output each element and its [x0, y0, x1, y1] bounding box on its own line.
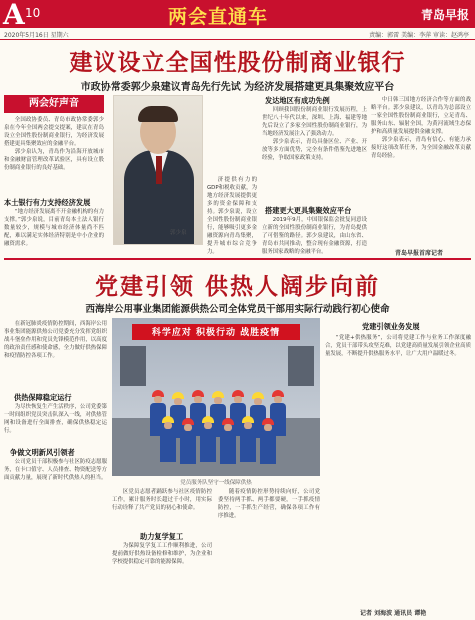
story2-subheadline: 西海岸公用事业集团能源供热公司全体党员干部用实际行动践行初心使命	[85, 304, 390, 315]
paragraph: “地方经济发展离不开金融机构的有力支撑。”郭少泉说，目前青岛本土法人银行数量较少，规模与城市经济体量尚不匹配，难以满足实体经济特别是中小企业的融资需求。	[4, 209, 104, 247]
newspaper-logo: 青岛早报	[420, 8, 469, 22]
story2-subheading-2: 争做文明新风引领者	[10, 448, 75, 457]
story1-column-4	[371, 96, 471, 246]
equipment	[288, 346, 314, 386]
story2-column-2b	[112, 542, 212, 618]
paragraph: 2019年9月，中国银保监会批复同意设立新的全国性股份制商业银行，为青岛提供了可借鉴的路径。郭少泉建议，由山东省、青岛市共同推动，整合现有金融资源，打造服务国家战略的金融平台。	[262, 217, 367, 255]
equipment	[120, 346, 146, 386]
paragraph: 郭少泉表示，青岛有信心、有能力承接好这项改革任务，为全国金融改革贡献青岛经验。	[371, 137, 471, 159]
section-letter: A	[3, 0, 25, 31]
worker-figure	[260, 418, 276, 464]
worker-figure	[180, 418, 196, 464]
story1-column-3b	[262, 216, 367, 256]
page-number: 10	[25, 6, 41, 20]
paragraph: 为保障复学复工工作顺利推进，公司提前做好供热设备检修和维护，为企业和学校提供稳定可靠的能源保障。	[112, 543, 212, 565]
section-title: 两会直通车	[168, 6, 269, 28]
worker-figure	[160, 416, 176, 462]
story1-subheading-2: 发达地区有成功先例	[265, 96, 330, 105]
story2-column-4	[325, 334, 471, 606]
paragraph: 济提供有力的GDP和税收贡献，为地方经济发展提供更多的资金保障和支持。郭少泉说，设立全国性股份制商业银行，能够吸引更多金融资源向青岛集聚，提升城市综合竞争力。	[207, 177, 257, 255]
photo-caption: 郭少泉	[170, 230, 187, 236]
story2-headline: 党建引领 供热人阔步向前	[94, 274, 380, 300]
photo-banner-text: 科学应对 积极行动 战胜疫情	[151, 328, 281, 338]
story1-subheading-3: 搭建更大更具集聚效应平台	[265, 206, 352, 215]
page-header	[0, 0, 475, 31]
story2-column-1	[4, 320, 107, 390]
story2-column-1c	[4, 458, 107, 618]
story2-column-3	[218, 488, 320, 618]
paragraph: 郭少泉认为，青岛作为沿海开放城市和金融财富管理改革试验区，具有设立股份制商业银行的良好基础。	[4, 149, 104, 171]
story1-reporter: 青岛早报首席记者	[395, 250, 444, 257]
story1-column-1	[4, 116, 104, 194]
story1-subheadline: 市政协常委郭少泉建议青岛先行先试 为经济发展搭建更具集聚效应平台	[80, 82, 395, 93]
story1-headline: 建议设立全国性股份制商业银行	[69, 50, 406, 76]
paragraph: 为尽快恢复生产生活秩序，公司党委第一时间组织党员突击队深入一线，对供热管网和设备进行全面排查，确保供热稳定运行。	[4, 404, 107, 434]
story2-column-2	[112, 488, 212, 528]
section-ribbon: 两会好声音	[4, 95, 104, 113]
photo-caption: 党员服务队坚守一线保障供热	[180, 480, 252, 486]
paragraph: 全国政协委员、青岛市政协常委郭少泉在今年全国两会提交提案，建议在青岛设立全国性股份制商业银行，为经济发展搭建更具集聚效应的金融平台。	[4, 117, 104, 147]
figure-hair	[138, 106, 178, 122]
worker-figure	[220, 418, 236, 464]
story1-column-3	[262, 106, 367, 202]
story1-column-2	[207, 176, 257, 256]
story2-subheading-3: 助力复学复工	[140, 532, 184, 541]
paragraph: 公司党员干部积极参与社区防疫志愿服务，在卡口值守、人员排查、物资配送等方面贡献力量，展现了新时代供热人的担当。	[4, 459, 107, 481]
group-photo	[112, 318, 320, 476]
paragraph: 中日韩三国地方经济合作等方面的战略平台。郭少泉建议，以青岛为总部设立一家全国性股份制商业银行，立足青岛、服务山东、辐射全国，为黄河流域生态保护和高质量发展提供金融支撑。	[371, 97, 471, 135]
figure-tie	[156, 156, 162, 184]
story2-subheading-1: 供热保障稳定运行	[14, 393, 72, 402]
story2-subheading-4: 党建引领业务发展	[362, 322, 420, 331]
story2-reporter: 记者 刘海波 通讯员 谭艳	[360, 610, 427, 617]
paragraph: 在新冠肺炎疫情防控期间，西海岸公用事业集团能源供热公司党委充分发挥党组织战斗堡垒作用和党员先锋模范作用，以高度的政治责任感和使命感，全力做好供热保障和疫情防控各项工作。	[4, 321, 107, 359]
sub-header	[0, 28, 475, 40]
portrait-photo	[113, 95, 203, 245]
section-divider	[4, 258, 471, 260]
paragraph: 郭少泉表示，青岛具备区位、产业、开放等多方面优势，完全有条件借鉴先进地区经验，争取国家政策支持。	[262, 139, 367, 161]
story1-subheading-1: 本土银行有力支持经济发展	[4, 198, 91, 207]
paragraph: “党建+供热服务”，公司将党建工作与业务工作深度融合，党员干部带头攻坚克难，以党建高质量发展引领企业高质量发展，不断提升供热服务水平，让广大用户温暖过冬。	[325, 335, 471, 357]
paragraph: 回顾我国股份制商业银行发展历程，上世纪八十年代以来，深圳、上海、福建等地先后设立了多家全国性股份制商业银行，为当地经济发展注入了强劲动力。	[262, 107, 367, 137]
story2-column-1b	[4, 403, 107, 443]
issue-date: 2020年5月16日 星期六	[4, 32, 69, 39]
story1-column-1b	[4, 208, 104, 256]
paragraph: 随着疫情防控形势持续向好，公司党委坚持两手抓、两手都要硬，一手抓疫情防控，一手抓生产经营，确保各项工作有序推进。	[218, 489, 320, 519]
editor-credits: 责编：郭雷 美编：李萍 审读：赵鸿亭	[369, 32, 469, 39]
paragraph: 区党员志愿者踊跃参与社区疫情防控工作，累计服务时长超过千小时，用实际行动诠释了共产党员的初心和使命。	[112, 489, 212, 511]
worker-figure	[200, 416, 216, 462]
worker-figure	[240, 416, 256, 462]
